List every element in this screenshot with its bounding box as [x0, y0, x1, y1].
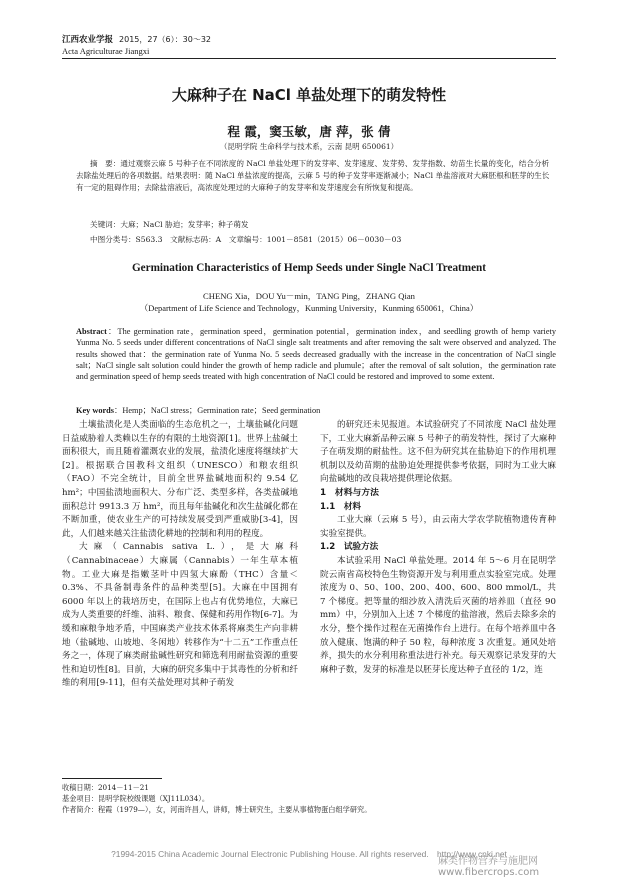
abstract-en-text: ：The germination rate，germination speed，germination potential，germination index，and seedling growth of hemp variety Yunma No. 5 seeds under different concentrations of NaCl single salt treatments and after removing the salt were observed and analyzed. The results showed that：the germination rate of Yunma No. 5 seeds decreased gradually with the increase in the concentration of NaCl single salt；NaCl single salt solution could hinder the growth of hemp radicle and plumule；after the removal of salt solution，the germination rate and germination speed of hemp seeds treated with high concentration of NaCl could be restored and improved to some extent. — [76, 327, 556, 382]
footnote-funding: 基金项目：昆明学院校级课题（XJ11L034）。 — [62, 794, 210, 803]
section-heading-1-1: 1.1 材料 — [320, 501, 362, 512]
authors-cn: 程 霞，窦玉敏，唐 萍，张 倩 — [227, 124, 391, 139]
keywords-en-label: Key words — [76, 406, 115, 415]
abstract-cn: 摘 要：通过观察云麻 5 号种子在不同浓度的 NaCl 单盐处理下的发芽率、发芽速度、发芽势、发芽指数、幼苗生长量的变化，结合分析去除盐处理后的各项数据。结果表明：随 NaCl 单盐浓度的提高，云麻 5 号的种子发芽率逐渐减小；NaCl 单盐溶液对大麻胚根和胚芽的生长有一定的阻碍作用；去除盐溶液后，高浓度处理过的大麻种子的发芽率和发芽速度会有所恢复和提高。 — [76, 159, 550, 193]
journal-issue: 2015，27（6）：30～32 — [119, 35, 212, 44]
keywords-cn: 关键词：大麻；NaCl 胁迫；发芽率；种子萌发 — [90, 220, 249, 229]
body-paragraph: 的研究还未见报道。本试验研究了不同浓度 NaCl 盐处理下，工业大麻新品种云麻 5 号种子的萌发特性，探讨了大麻种子在萌发期的耐盐性。这不但为研究其在盐胁迫下的作用机理机制以及幼苗期的盐胁迫处理提供参考依据，同时为工业大麻向盐碱地的改良栽培提供理论依据。 — [320, 420, 556, 485]
journal-header — [62, 34, 211, 57]
title-en: Germination Characteristics of Hemp Seeds under Single NaCl Treatment — [131, 262, 487, 274]
body-paragraph: 土壤盐渍化是人类面临的生态危机之一，土壤盐碱化问题日益威胁着人类赖以生存的有限的土地资源[1]。世界上盐碱土面积很大，而且随着灌溉农业的发展，盐渍化速度将继续扩大[2]。根据联合国教科文组织（UNESCO）和粮农组织（FAO）不完全统计，目前全世界盐碱地面积约 9.54 亿 hm²；中国盐渍地面积大、分布广泛、类型多样，各类盐碱地面积总计 9913.3 万 hm²，而且每年盐碱化和次生盐碱化都在不断加重，使农业生产的可持续发展受到严重威胁[3-4]，因此，人们越来越关注盐渍化耕地的控制和利用的程度。 — [62, 420, 298, 539]
body-paragraph: 工业大麻（云麻 5 号），由云南大学农学院植物遗传育种实验室提供。 — [320, 515, 556, 539]
body-paragraph: 大麻（Cannabis sativa L.），是大麻科（Cannabinaceae）大麻属（Cannabis）一年生草本植物。工业大麻是指嫩茎叶中四氢大麻酚（THC）含量＜0.3%、不具备制毒条件的品种类型[5]。大麻在中国拥有 6000 年以上的栽培历史，在国际上也占有优势地位，大麻已成为人类重要的纤维、油料、粮食、保健和药用作物[6-7]。为缓和麻粮争地矛盾，中国麻类产业技术体系将麻类生产向非耕地（盐碱地、山坡地、冬闲地）转移作为“十二五”工作重点任务之一，体现了麻类耐盐碱性研究和筛选利用耐盐资源的重要性和迫切性[8]。目前，大麻的研究多集中于其毒性的分析和纤维的利用[9-11]，但有关盐处理对其种子萌发 — [62, 542, 298, 689]
keywords-en — [76, 404, 556, 416]
journal-name-en: Acta Agriculturae Jiangxi — [62, 46, 150, 56]
copyright-line: ?1994-2015 China Academic Journal Electronic Publishing House. All rights reserved. http://www.cnki.net — [111, 849, 507, 859]
classification-line: 中图分类号：S563.3 文献标志码：A 文章编号：1001－8581（2015）06－0030－03 — [90, 235, 402, 244]
footnote-author: 作者简介：程霞（1979—），女，河南许昌人，讲师，博士研究生，主要从事植物蛋白组学研究。 — [62, 805, 372, 814]
authors-en: CHENG Xia，DOU Yu－min，TANG Ping，ZHANG Qian — [203, 291, 415, 301]
title-cn: 大麻种子在 NaCl 单盐处理下的萌发特性 — [171, 86, 447, 104]
affiliation-en: （Department of Life Science and Technology，Kunming University，Kunming 650061，China） — [139, 304, 479, 313]
watermark: 麻类作物营养与施肥网 www.fibercrops.com — [438, 856, 540, 878]
journal-name-cn: 江西农业学报 — [62, 35, 114, 45]
footnote-rule — [62, 778, 162, 779]
keywords-en-text: ：Hemp；NaCl stress；Germination rate；Seed germination — [114, 406, 321, 415]
header-rule — [62, 58, 556, 59]
affiliation-cn: （昆明学院 生命科学与技术系，云南 昆明 650061） — [219, 142, 399, 151]
body-right-column — [320, 419, 556, 677]
body-paragraph: 本试验采用 NaCl 单盐处理。2014 年 5～6 月在昆明学院云南省高校特色生物资源开发与利用重点实验室完成。处理浓度为 0、50、100、200、400、600、800 mmol/L，共 7 个梯度。把等量的细沙放入清洗后灭菌的培养皿（直径 90 mm）中，分别加入上述 7 个梯度的盐溶液，然后去除多余的水分，整个操作过程在无菌操作台上进行。在每个培养皿中各放入健康、饱满的种子 50 粒，每种浓度 3 次重复。通风处培养，损失的水分利用称重法进行补充。每天观察记录发芽的大麻种子数，发芽的标准是以胚芽长度达种子直径的 1/2，连 — [320, 555, 556, 675]
abstract-en — [76, 326, 556, 382]
footnotes — [62, 782, 556, 815]
section-heading-1-2: 1.2 试验方法 — [320, 542, 379, 553]
body-left-column — [62, 419, 298, 691]
section-heading-1: 1 材料与方法 — [320, 487, 379, 498]
abstract-en-label: Abstract — [76, 327, 107, 336]
footnote-received: 收稿日期：2014－11－21 — [62, 783, 149, 792]
